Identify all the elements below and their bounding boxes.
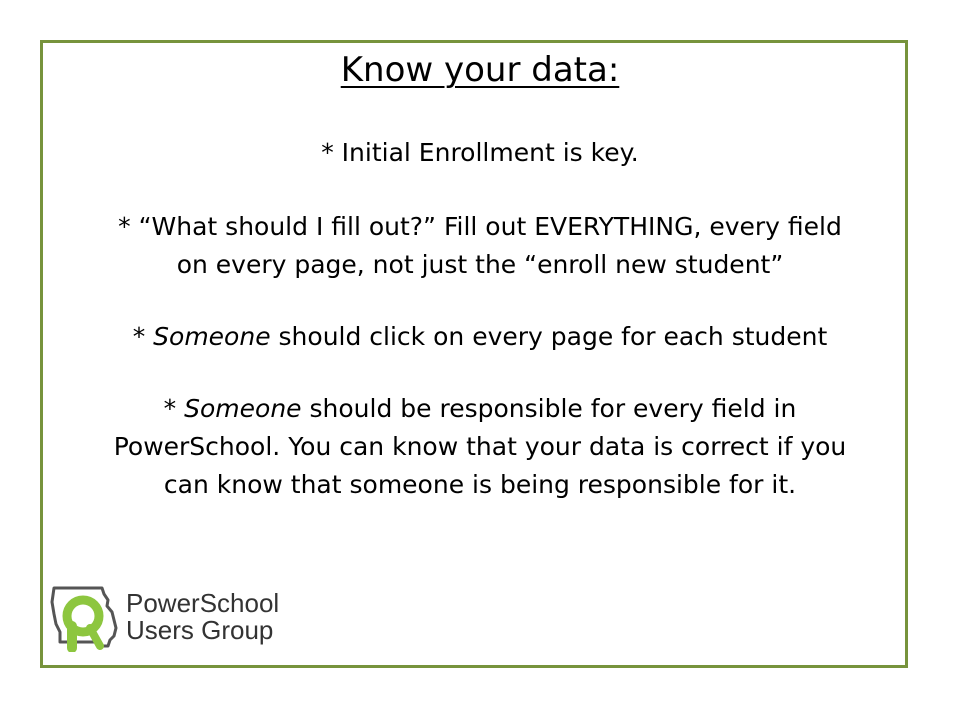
bullet-click-every-page	[60, 318, 900, 356]
logo-line-2: Users Group	[126, 615, 274, 645]
bullet-prefix: *	[132, 322, 154, 351]
powerschool-users-group-logo	[50, 584, 310, 654]
bullet-initial-enrollment	[60, 134, 900, 172]
bullet-emphasis: Someone	[184, 394, 302, 423]
bullet-line: * “What should I fill out?” Fill out EVERYTHING, every field	[118, 212, 842, 241]
bullet-suffix: should be responsible for every field in	[301, 394, 797, 423]
bullet-emphasis: Someone	[153, 322, 271, 351]
bullet-line: can know that someone is being responsible for it.	[163, 470, 797, 499]
bullet-responsible-field	[60, 390, 900, 504]
bullet-prefix: *	[163, 394, 185, 423]
bullet-line: PowerSchool. You can know that your data is correct if you	[113, 432, 847, 461]
bullet-fill-out-everything	[60, 208, 900, 284]
logo-wordmark	[126, 590, 279, 644]
slide-title	[0, 46, 960, 94]
slide-body	[60, 134, 900, 504]
logo-line-1: PowerSchool	[126, 588, 280, 618]
bullet-suffix: should click on every page for each student	[270, 322, 828, 351]
bullet-line: on every page, not just the “enroll new student”	[176, 250, 784, 279]
missouri-state-powerschool-icon	[50, 584, 120, 652]
bullet-line: * Initial Enrollment is key.	[321, 138, 639, 167]
slide-title-text: Know your data:	[340, 50, 620, 90]
